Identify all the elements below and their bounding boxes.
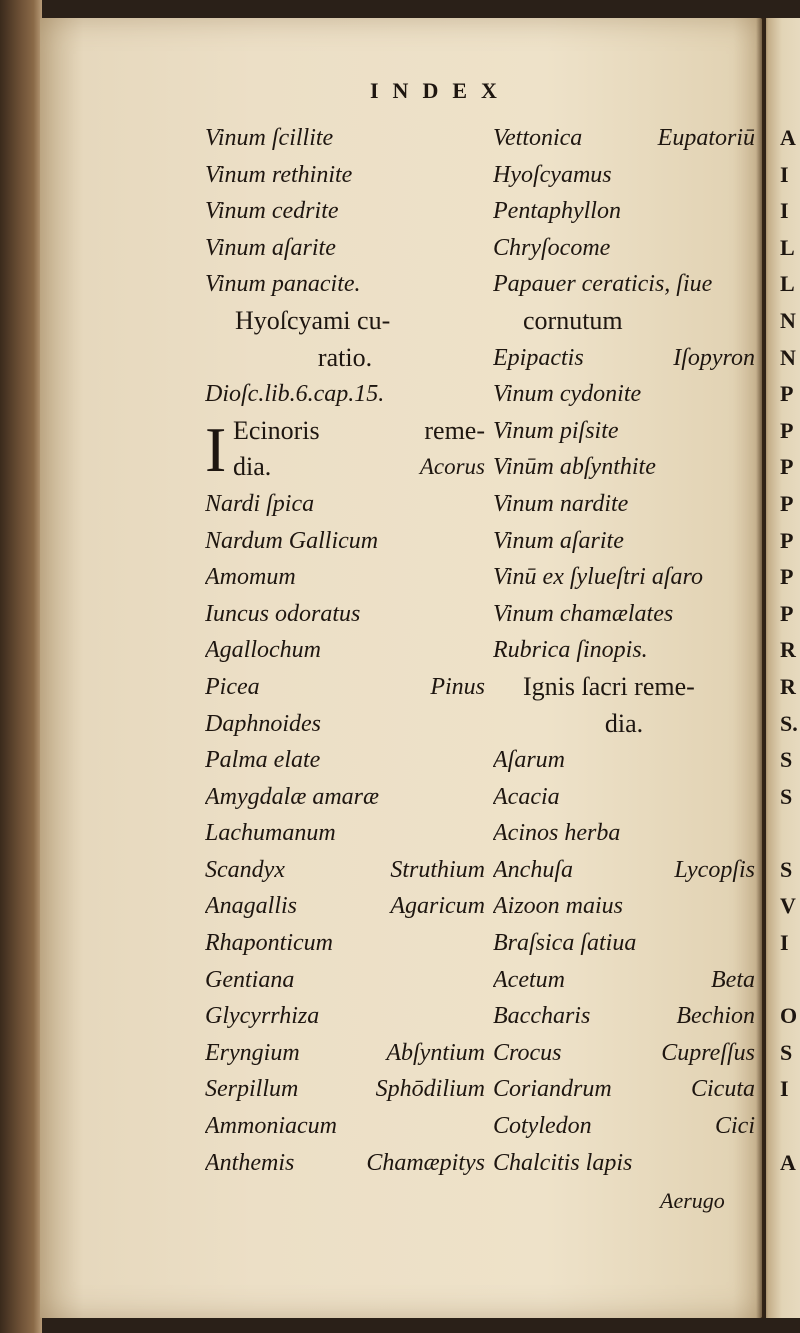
margin-letter: P — [780, 564, 794, 590]
index-entry-pair — [205, 669, 485, 706]
index-entry-term: Sphōdilium — [375, 1076, 485, 1103]
index-entry: Acinos herba — [493, 820, 621, 847]
index-entry-term: Eryngium — [205, 1039, 300, 1066]
margin-letter — [780, 815, 800, 852]
margin-letter — [780, 962, 800, 999]
index-entry-term: Cotyledon — [493, 1113, 592, 1140]
margin-letter: P — [780, 381, 794, 407]
index-entry-pair — [493, 1035, 755, 1072]
index-entry-pair — [205, 888, 485, 925]
index-entry-pair — [205, 1145, 485, 1182]
index-entry-pair — [205, 1071, 485, 1108]
index-entry: Lachumanum — [205, 820, 336, 847]
index-entry-pair — [493, 1071, 755, 1108]
index-entry: Chryſocome — [493, 234, 611, 261]
index-entry: Vinūm abſynthite — [493, 454, 656, 481]
index-entry-term: Crocus — [493, 1039, 562, 1066]
index-entry: Pentaphyllon — [493, 198, 621, 225]
heading-word: dia. — [233, 452, 272, 482]
index-entry-term: Struthium — [390, 856, 485, 883]
index-entry: Braſsica ſatiua — [493, 930, 637, 957]
index-entry-term: Acetum — [493, 966, 565, 993]
heading-word: reme- — [424, 415, 485, 445]
margin-letter: I — [780, 198, 789, 224]
margin-letter: N — [780, 307, 796, 333]
index-entry: Nardum Gallicum — [205, 527, 379, 554]
index-entry: Chalcitis lapis — [493, 1149, 633, 1176]
index-entry-term: Coriandrum — [493, 1076, 612, 1103]
margin-letter: L — [780, 234, 795, 260]
section-heading: Ignis ſacri reme- — [523, 671, 695, 701]
margin-letter: O — [780, 1003, 798, 1029]
index-entry-term: Picea — [205, 673, 260, 700]
section-heading: Hyoſcyami cu- — [235, 305, 391, 335]
index-entry-term: Abſyntium — [386, 1039, 485, 1066]
margin-letter: N — [780, 344, 796, 370]
section-heading: cornutum — [523, 305, 623, 335]
index-entry: Glycyrrhiza — [205, 1003, 320, 1030]
index-entry-term: Acorus — [419, 454, 485, 480]
margin-letter: R — [780, 673, 796, 699]
index-entry-term: Eupatoriū — [657, 125, 755, 151]
index-entry-term: Anagallis — [205, 893, 298, 920]
index-entry-term: Anthemis — [205, 1149, 295, 1176]
index-entry-pair — [205, 1035, 485, 1072]
drop-cap-block — [205, 413, 485, 486]
margin-letter: L — [780, 271, 795, 297]
index-column-left — [205, 120, 485, 1181]
index-entry: Nardi ſpica — [205, 490, 315, 517]
index-entry-pair — [205, 852, 485, 889]
margin-letter: S — [780, 856, 793, 882]
index-entry: Vinum cydonite — [493, 381, 642, 408]
gutter-shadow — [756, 18, 768, 1318]
index-entry: Ammoniacum — [205, 1113, 337, 1140]
margin-letter — [780, 1108, 800, 1145]
margin-letter: I — [780, 1076, 789, 1102]
index-entry-term: Cici — [715, 1113, 755, 1140]
index-entry-term: Agaricum — [390, 893, 485, 920]
index-entry: Vinum chamælates — [493, 600, 674, 627]
book-binding-edge — [0, 0, 42, 1333]
index-entry: Gentiana — [205, 966, 295, 993]
index-entry-term: Epipactis — [493, 344, 584, 371]
index-entry: Dioſc.lib.6.cap.15. — [205, 381, 385, 408]
index-entry: Vinum aſarite — [205, 234, 336, 261]
margin-letter: P — [780, 527, 794, 553]
drop-cap-letter: I — [205, 413, 227, 485]
index-entry: Papauer ceraticis, ſiue — [493, 271, 713, 298]
index-entry-pair — [493, 852, 755, 889]
index-entry: Vinū ex ſylueſtri aſaro — [493, 564, 703, 591]
index-entry: Vinum panacite. — [205, 271, 361, 298]
index-entry: Vinum nardite — [493, 490, 629, 517]
index-entry-term: Cicuta — [691, 1076, 755, 1103]
catchword: Aerugo — [660, 1188, 725, 1213]
section-heading: dia. — [604, 708, 644, 738]
index-entry-term: Baccharis — [493, 1003, 591, 1030]
index-entry: Aſarum — [493, 747, 565, 774]
margin-letter: P — [780, 454, 794, 480]
index-entry: Vinum cedrite — [205, 198, 339, 225]
index-entry-term: Vettonica — [493, 125, 583, 151]
index-entry-term: Scandyx — [205, 856, 285, 883]
index-entry: Daphnoides — [205, 710, 321, 737]
index-entry-pair — [493, 120, 755, 157]
index-entry-term: Bechion — [676, 1003, 755, 1030]
margin-letter: I — [780, 161, 789, 187]
margin-letter: S — [780, 747, 793, 773]
index-entry: Amomum — [205, 564, 296, 591]
section-heading: ratio. — [317, 342, 373, 372]
index-entry: Amygdalæ amaræ — [205, 783, 379, 810]
margin-letter: S — [780, 1039, 793, 1065]
index-entry: Iuncus odoratus — [205, 600, 361, 627]
index-column-right — [493, 120, 755, 1181]
index-entry: Aizoon maius — [493, 893, 624, 920]
heading-word: Ecinoris — [233, 415, 320, 445]
index-entry-term: Cupreſſus — [661, 1039, 755, 1066]
index-entry: Hyoſcyamus — [493, 161, 612, 188]
index-entry: Vinum piſsite — [493, 417, 619, 444]
index-entry: Acacia — [493, 783, 560, 810]
index-entry-term: Beta — [711, 966, 755, 993]
index-entry-pair — [493, 1108, 755, 1145]
index-entry-pair — [493, 340, 755, 377]
margin-letter: V — [780, 893, 796, 919]
index-entry-pair — [493, 998, 755, 1035]
index-entry-term: Serpillum — [205, 1076, 299, 1103]
facing-page-margin-letters — [780, 120, 800, 1181]
index-entry: Agallochum — [205, 637, 321, 664]
index-entry-term: Anchuſa — [493, 856, 573, 883]
index-entry-term: Lycopſis — [674, 856, 755, 883]
index-entry: Rubrica ſinopis. — [493, 637, 648, 664]
index-entry: Vinum aſarite — [493, 527, 624, 554]
margin-letter: P — [780, 600, 794, 626]
margin-letter: A — [780, 1149, 796, 1175]
section-heading-line — [233, 413, 485, 450]
index-entry-term: Chamæpitys — [366, 1149, 485, 1176]
section-heading-line — [233, 449, 485, 486]
page-header: INDEX — [370, 78, 511, 103]
margin-letter: S. — [780, 710, 798, 736]
margin-letter: I — [780, 930, 789, 956]
index-entry-term: Pinus — [430, 673, 485, 700]
margin-letter: S — [780, 783, 793, 809]
index-entry: Vinum rethinite — [205, 161, 353, 188]
index-entry-pair — [493, 962, 755, 999]
drop-cap-lines — [233, 413, 485, 486]
margin-letter: R — [780, 637, 796, 663]
margin-letter: A — [780, 125, 796, 150]
margin-letter: P — [780, 417, 794, 443]
index-entry-term: Iſopyron — [673, 344, 755, 371]
index-entry: Rhaponticum — [205, 930, 333, 957]
index-entry: Palma elate — [205, 747, 321, 774]
margin-letter: P — [780, 490, 794, 516]
index-entry: Vinum ſcillite — [205, 125, 334, 151]
